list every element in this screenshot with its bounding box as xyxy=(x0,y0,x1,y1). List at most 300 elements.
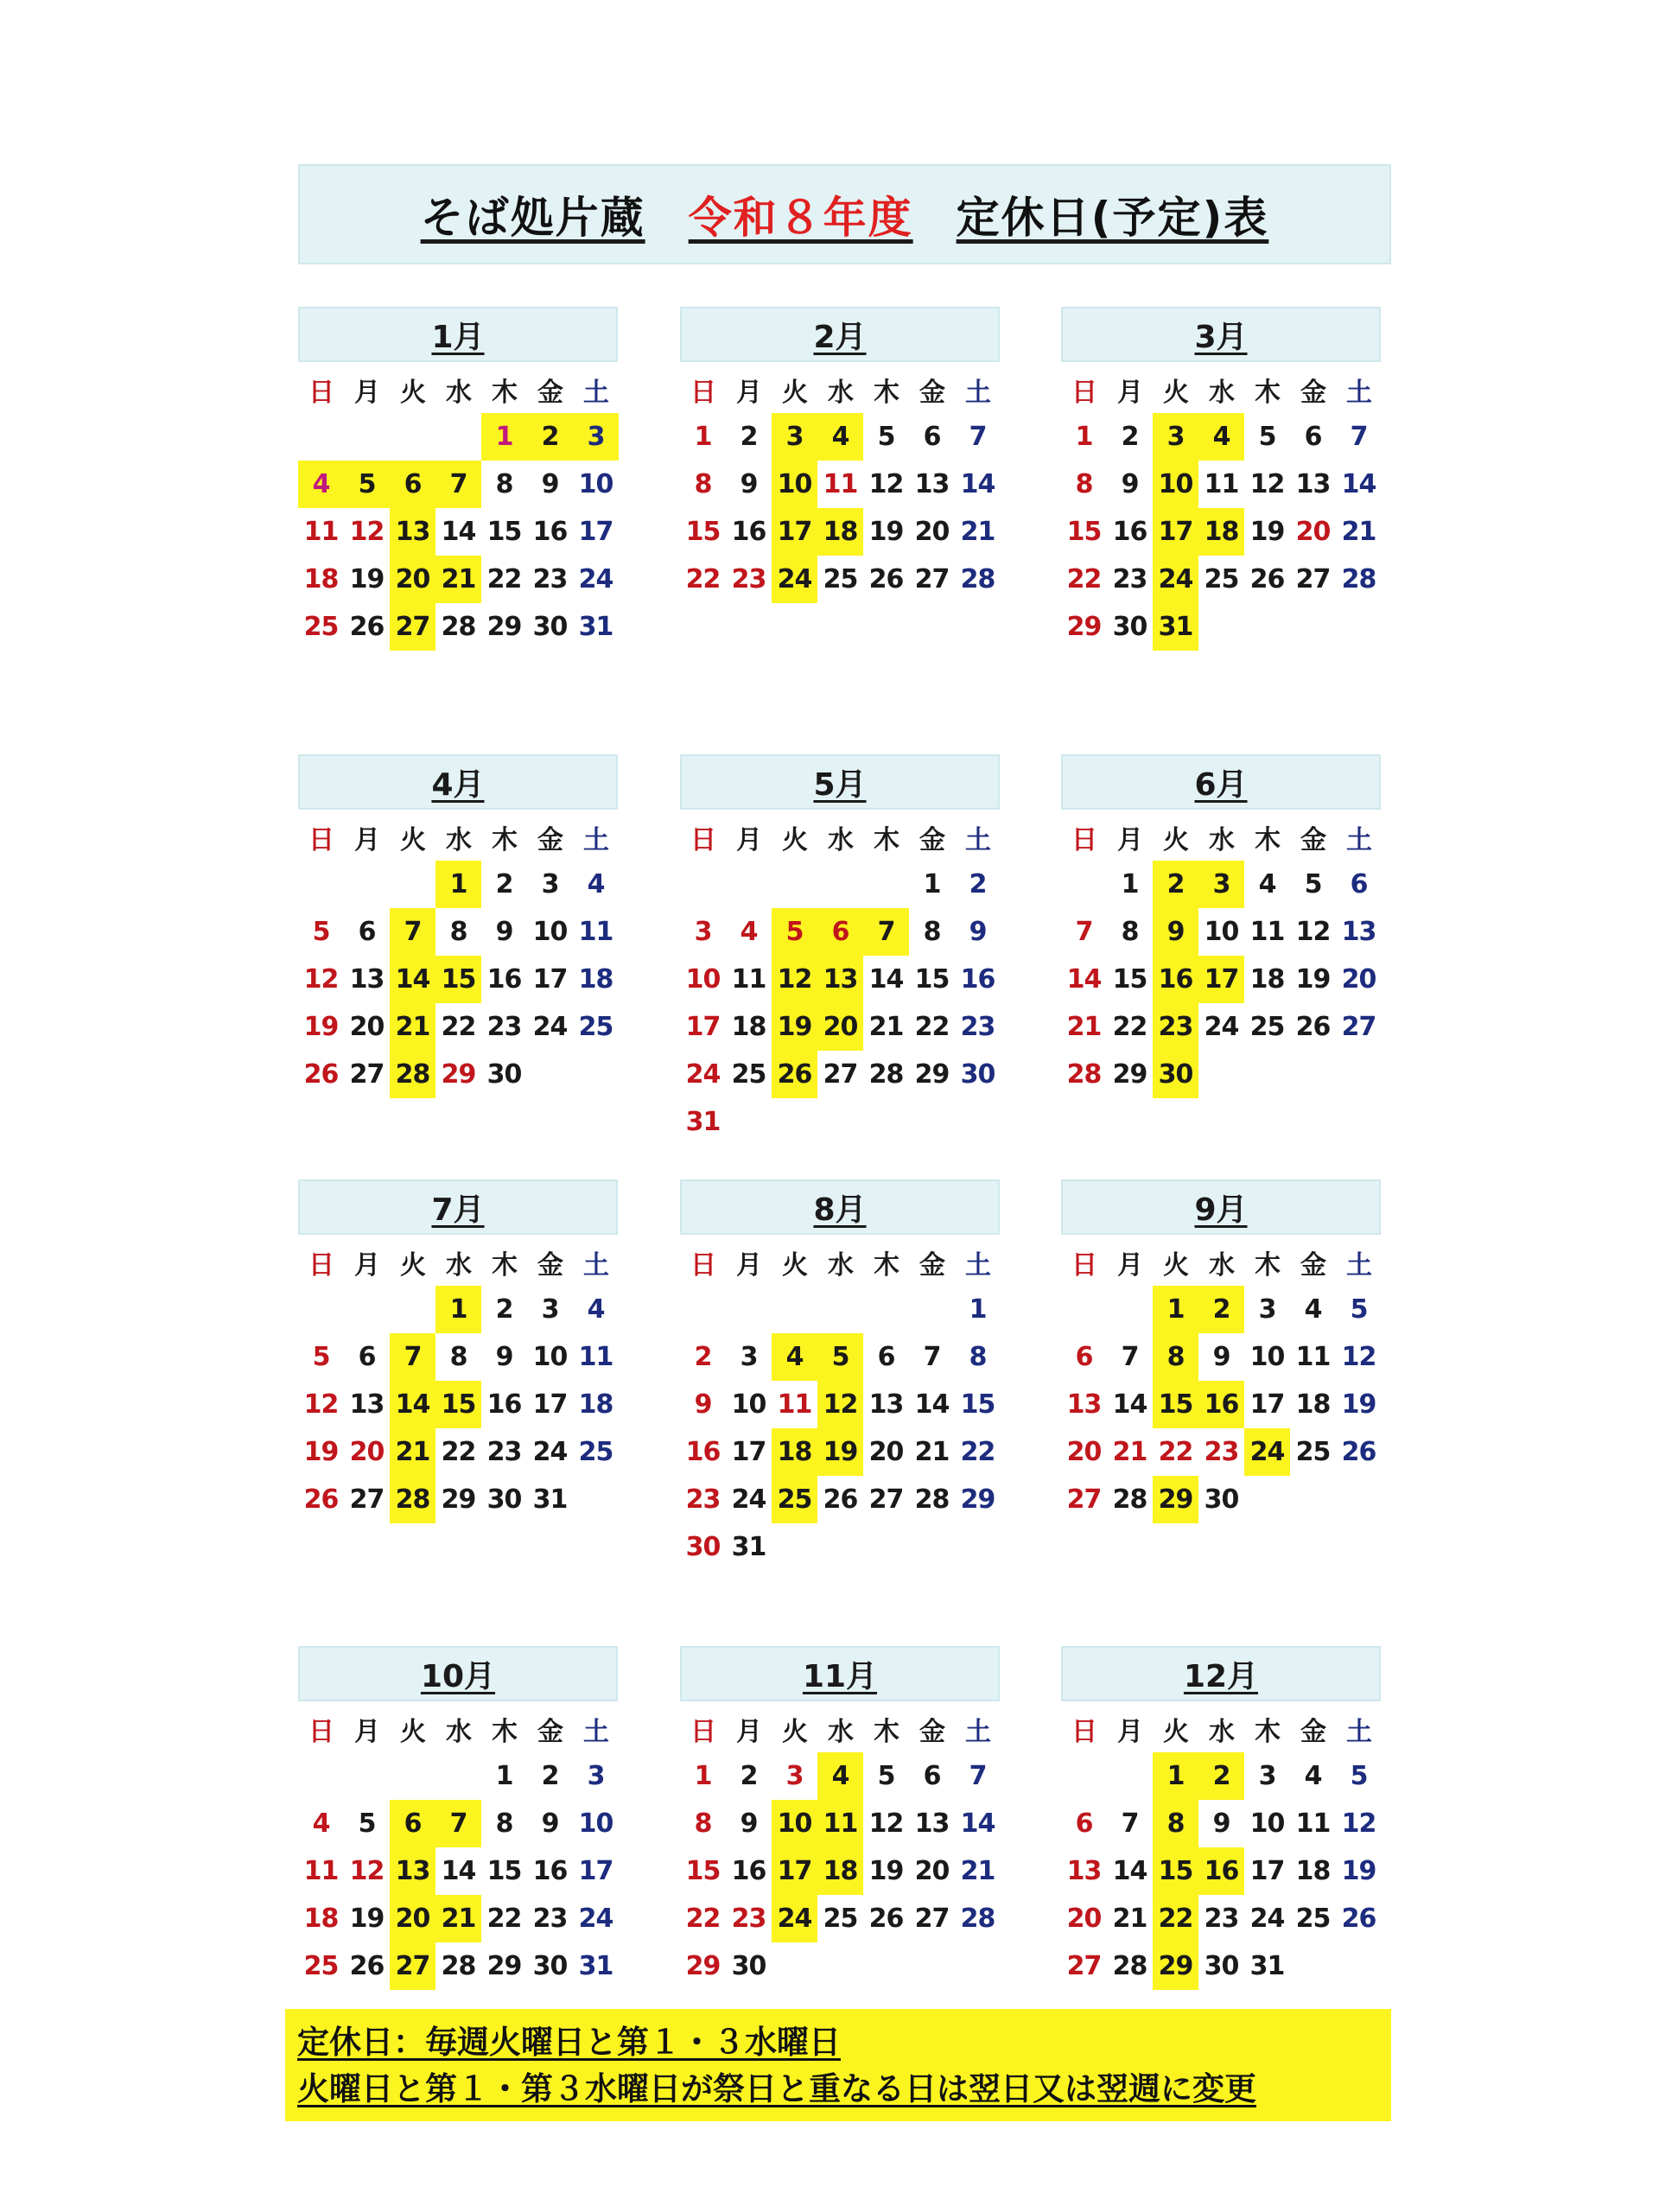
day-cell: 8 xyxy=(449,1342,467,1372)
weekday-header: 火 xyxy=(782,1249,807,1281)
day-cell-closed: 25 xyxy=(772,1476,817,1523)
day-cell: 4 xyxy=(587,1294,605,1325)
day-cell: 25 xyxy=(578,1012,613,1042)
day-cell: 4 xyxy=(740,917,758,947)
day-cell-closed: 2 xyxy=(1153,861,1198,908)
day-cell: 26 xyxy=(303,1484,339,1515)
weekday-header: 月 xyxy=(1117,1716,1142,1747)
day-cell: 24 xyxy=(685,1059,721,1090)
month-calendar xyxy=(1061,754,1381,1098)
weekday-header: 日 xyxy=(690,377,715,408)
day-cell: 9 xyxy=(495,917,513,947)
day-cell: 2 xyxy=(1121,422,1139,452)
day-cell-closed: 13 xyxy=(817,956,863,1003)
day-cell: 4 xyxy=(1258,869,1276,899)
day-cell-closed: 7 xyxy=(435,461,481,508)
day-cell: 15 xyxy=(486,1856,522,1886)
weekday-header: 火 xyxy=(1163,377,1188,408)
day-cell: 25 xyxy=(303,612,339,642)
day-cell: 21 xyxy=(1066,1012,1102,1042)
day-cell: 6 xyxy=(1304,422,1322,452)
day-cell: 31 xyxy=(578,1951,613,1981)
weekday-header: 木 xyxy=(1255,1716,1280,1747)
day-cell-closed: 16 xyxy=(1153,956,1198,1003)
weekday-header: 土 xyxy=(965,1716,990,1747)
day-cell: 10 xyxy=(532,917,568,947)
month-header xyxy=(298,307,618,362)
month-label: 3月 xyxy=(1194,319,1248,355)
day-cell-closed: 30 xyxy=(1153,1051,1198,1098)
day-cell: 12 xyxy=(349,1856,385,1886)
day-cell: 30 xyxy=(532,612,568,642)
weekday-header: 水 xyxy=(446,377,471,408)
day-cell: 5 xyxy=(358,1808,376,1839)
day-cell-closed: 10 xyxy=(1153,461,1198,508)
day-cell: 19 xyxy=(349,1904,385,1934)
weekday-header: 木 xyxy=(874,824,899,855)
day-cell: 28 xyxy=(1341,564,1376,594)
day-cell: 14 xyxy=(914,1389,950,1420)
day-cell: 3 xyxy=(740,1342,758,1372)
month-grid xyxy=(680,365,1000,603)
day-cell: 24 xyxy=(578,1904,613,1934)
month-label: 11月 xyxy=(802,1658,878,1694)
day-cell-closed: 7 xyxy=(390,908,435,956)
weekday-header: 月 xyxy=(736,1716,761,1747)
day-cell: 26 xyxy=(1341,1437,1376,1467)
notice-box xyxy=(285,2009,1391,2121)
day-cell: 11 xyxy=(823,469,858,499)
month-grid xyxy=(1061,813,1381,1098)
day-cell: 4 xyxy=(312,1808,330,1839)
weekday-header: 水 xyxy=(446,1249,471,1281)
day-cell: 11 xyxy=(303,517,339,547)
day-cell-closed: 2 xyxy=(1198,1286,1244,1333)
day-cell: 30 xyxy=(532,1951,568,1981)
day-cell: 13 xyxy=(1295,469,1331,499)
day-cell: 6 xyxy=(358,1342,376,1372)
day-cell: 1 xyxy=(1075,422,1093,452)
day-cell: 14 xyxy=(868,964,904,995)
day-cell: 28 xyxy=(1112,1951,1147,1981)
day-cell-closed: 2 xyxy=(527,413,573,461)
day-cell: 24 xyxy=(532,1012,568,1042)
day-cell: 28 xyxy=(1066,1059,1102,1090)
day-cell: 28 xyxy=(960,1904,995,1934)
empty-cell xyxy=(1061,861,1107,908)
day-cell: 10 xyxy=(1249,1342,1285,1372)
day-cell: 16 xyxy=(731,1856,766,1886)
month-calendar xyxy=(1061,1646,1381,1990)
day-cell: 27 xyxy=(1341,1012,1376,1042)
day-cell: 3 xyxy=(1258,1761,1276,1791)
weekday-header: 月 xyxy=(736,377,761,408)
day-cell: 18 xyxy=(1295,1389,1331,1420)
day-cell: 18 xyxy=(1249,964,1285,995)
weekday-header: 火 xyxy=(1163,1249,1188,1281)
weekday-header: 木 xyxy=(492,824,517,855)
weekday-header: 日 xyxy=(1071,377,1096,408)
weekday-header: 金 xyxy=(537,1716,563,1747)
empty-cell xyxy=(772,1286,817,1333)
day-cell: 10 xyxy=(731,1389,766,1420)
day-cell: 7 xyxy=(1121,1342,1139,1372)
day-cell-closed: 10 xyxy=(772,1800,817,1847)
empty-cell xyxy=(298,413,344,461)
day-cell: 3 xyxy=(694,917,712,947)
weekday-header: 土 xyxy=(583,377,608,408)
day-cell-closed: 7 xyxy=(863,908,909,956)
day-cell: 29 xyxy=(960,1484,995,1515)
month-header xyxy=(298,1179,618,1235)
day-cell: 2 xyxy=(740,422,758,452)
day-cell-closed: 5 xyxy=(772,908,817,956)
notice-line-1: 定休日：毎週火曜日と第１・３水曜日 xyxy=(297,2024,841,2061)
day-cell: 23 xyxy=(486,1437,522,1467)
day-cell-closed: 18 xyxy=(817,1847,863,1895)
day-cell: 2 xyxy=(694,1342,712,1372)
day-cell: 23 xyxy=(532,1904,568,1934)
empty-cell xyxy=(298,1286,344,1333)
day-cell: 28 xyxy=(441,612,476,642)
empty-cell xyxy=(435,1752,481,1800)
empty-cell xyxy=(435,413,481,461)
day-cell: 15 xyxy=(685,1856,721,1886)
day-cell: 22 xyxy=(914,1012,950,1042)
weekday-header: 月 xyxy=(354,824,379,855)
day-cell-closed: 29 xyxy=(1153,1942,1198,1990)
day-cell: 9 xyxy=(740,1808,758,1839)
weekday-header: 火 xyxy=(400,824,425,855)
empty-cell xyxy=(298,861,344,908)
day-cell-closed: 6 xyxy=(817,908,863,956)
day-cell: 3 xyxy=(541,869,559,899)
day-cell: 28 xyxy=(960,564,995,594)
day-cell: 1 xyxy=(1121,869,1139,899)
day-cell: 23 xyxy=(731,1904,766,1934)
weekday-header: 金 xyxy=(919,1249,944,1281)
weekday-header: 土 xyxy=(583,1249,608,1281)
day-cell-closed: 16 xyxy=(1198,1381,1244,1428)
weekday-header: 土 xyxy=(583,1716,608,1747)
day-cell: 29 xyxy=(486,1951,522,1981)
day-cell-closed: 5 xyxy=(817,1333,863,1381)
calendar-title-banner xyxy=(298,164,1391,264)
weekday-header: 水 xyxy=(1209,1249,1234,1281)
weekday-header: 土 xyxy=(965,1249,990,1281)
day-cell-closed: 24 xyxy=(772,1895,817,1942)
day-cell: 10 xyxy=(578,469,613,499)
day-cell: 24 xyxy=(1249,1904,1285,1934)
day-cell: 12 xyxy=(303,1389,339,1420)
day-cell: 12 xyxy=(1249,469,1285,499)
day-cell-closed: 17 xyxy=(772,1847,817,1895)
day-cell: 21 xyxy=(960,517,995,547)
day-cell-closed: 4 xyxy=(1198,413,1244,461)
day-cell: 24 xyxy=(1204,1012,1239,1042)
weekday-header: 日 xyxy=(690,1249,715,1281)
day-cell: 13 xyxy=(914,1808,950,1839)
day-cell: 18 xyxy=(731,1012,766,1042)
day-cell: 25 xyxy=(1249,1012,1285,1042)
day-cell: 7 xyxy=(1075,917,1093,947)
day-cell-closed: 18 xyxy=(772,1428,817,1476)
day-cell: 27 xyxy=(914,1904,950,1934)
day-cell-closed: 21 xyxy=(390,1003,435,1051)
day-cell: 4 xyxy=(587,869,605,899)
day-cell: 19 xyxy=(868,517,904,547)
empty-cell xyxy=(390,1752,435,1800)
day-cell: 8 xyxy=(495,469,513,499)
day-cell: 21 xyxy=(868,1012,904,1042)
day-cell: 24 xyxy=(532,1437,568,1467)
empty-cell xyxy=(772,861,817,908)
day-cell-closed: 6 xyxy=(390,1800,435,1847)
month-grid xyxy=(1061,1238,1381,1523)
day-cell: 18 xyxy=(303,564,339,594)
empty-cell xyxy=(1107,1752,1153,1800)
day-cell-closed: 6 xyxy=(390,461,435,508)
day-cell: 19 xyxy=(1341,1389,1376,1420)
day-cell: 13 xyxy=(1066,1389,1102,1420)
weekday-header: 火 xyxy=(782,377,807,408)
month-grid xyxy=(680,1705,1000,1990)
empty-cell xyxy=(390,1286,435,1333)
day-cell: 20 xyxy=(1066,1904,1102,1934)
day-cell: 22 xyxy=(1158,1437,1193,1467)
day-cell: 20 xyxy=(914,517,950,547)
empty-cell xyxy=(680,861,726,908)
month-calendar xyxy=(1061,1179,1381,1523)
day-cell: 20 xyxy=(349,1437,385,1467)
month-label: 12月 xyxy=(1183,1658,1259,1694)
day-cell-closed: 4 xyxy=(298,461,344,508)
day-cell: 1 xyxy=(923,869,941,899)
day-cell: 2 xyxy=(969,869,987,899)
weekday-header: 日 xyxy=(308,1249,334,1281)
day-cell: 25 xyxy=(823,564,858,594)
empty-cell xyxy=(726,861,772,908)
day-cell: 22 xyxy=(486,1904,522,1934)
day-cell-closed: 17 xyxy=(1198,956,1244,1003)
weekday-header: 木 xyxy=(1255,1249,1280,1281)
day-cell: 5 xyxy=(877,1761,895,1791)
day-cell: 30 xyxy=(486,1484,522,1515)
weekday-header: 月 xyxy=(354,377,379,408)
weekday-header: 日 xyxy=(690,1716,715,1747)
weekday-header: 木 xyxy=(874,377,899,408)
day-cell: 23 xyxy=(731,564,766,594)
day-cell-closed: 22 xyxy=(1153,1895,1198,1942)
day-cell: 22 xyxy=(441,1437,476,1467)
day-cell-closed: 5 xyxy=(344,461,390,508)
month-grid xyxy=(1061,1705,1381,1990)
day-cell: 21 xyxy=(1112,1904,1147,1934)
day-cell: 18 xyxy=(578,1389,613,1420)
day-cell: 11 xyxy=(303,1856,339,1886)
day-cell: 18 xyxy=(303,1904,339,1934)
month-grid xyxy=(298,365,618,651)
empty-cell xyxy=(909,1286,955,1333)
weekday-header: 日 xyxy=(308,1716,334,1747)
day-cell: 6 xyxy=(358,917,376,947)
day-cell-closed: 20 xyxy=(817,1003,863,1051)
month-calendar xyxy=(298,307,618,651)
day-cell: 5 xyxy=(877,422,895,452)
day-cell-closed: 15 xyxy=(435,1381,481,1428)
empty-cell xyxy=(863,1286,909,1333)
day-cell: 11 xyxy=(1295,1808,1331,1839)
day-cell-closed: 28 xyxy=(390,1476,435,1523)
day-cell: 7 xyxy=(1350,422,1368,452)
day-cell: 17 xyxy=(731,1437,766,1467)
empty-cell xyxy=(344,1752,390,1800)
day-cell: 25 xyxy=(1204,564,1239,594)
day-cell: 10 xyxy=(1249,1808,1285,1839)
month-calendar xyxy=(680,1646,1000,1990)
day-cell: 6 xyxy=(1075,1342,1093,1372)
day-cell: 29 xyxy=(914,1059,950,1090)
day-cell-closed: 14 xyxy=(390,1381,435,1428)
day-cell: 2 xyxy=(495,1294,513,1325)
day-cell-closed: 21 xyxy=(390,1428,435,1476)
empty-cell xyxy=(1107,1286,1153,1333)
day-cell: 22 xyxy=(1066,564,1102,594)
day-cell: 19 xyxy=(1249,517,1285,547)
month-calendar xyxy=(298,754,618,1098)
day-cell-closed: 3 xyxy=(772,413,817,461)
day-cell: 28 xyxy=(914,1484,950,1515)
day-cell: 13 xyxy=(1066,1856,1102,1886)
day-cell-closed: 19 xyxy=(772,1003,817,1051)
empty-cell xyxy=(680,1286,726,1333)
day-cell: 1 xyxy=(694,422,712,452)
day-cell: 30 xyxy=(1204,1484,1239,1515)
weekday-header: 土 xyxy=(965,377,990,408)
weekday-header: 水 xyxy=(446,1716,471,1747)
day-cell: 3 xyxy=(1258,1294,1276,1325)
day-cell: 12 xyxy=(868,1808,904,1839)
day-cell-closed: 1 xyxy=(435,861,481,908)
day-cell: 6 xyxy=(923,422,941,452)
day-cell: 10 xyxy=(1204,917,1239,947)
day-cell: 8 xyxy=(694,1808,712,1839)
day-cell-closed: 18 xyxy=(1198,508,1244,556)
day-cell: 18 xyxy=(578,964,613,995)
day-cell: 12 xyxy=(1341,1808,1376,1839)
weekday-header: 金 xyxy=(537,824,563,855)
day-cell: 15 xyxy=(1066,517,1102,547)
day-cell: 21 xyxy=(1112,1437,1147,1467)
day-cell: 14 xyxy=(441,1856,476,1886)
weekday-header: 金 xyxy=(537,1249,563,1281)
day-cell: 2 xyxy=(740,1761,758,1791)
day-cell: 31 xyxy=(1249,1951,1285,1981)
day-cell: 6 xyxy=(923,1761,941,1791)
day-cell: 9 xyxy=(969,917,987,947)
day-cell: 2 xyxy=(495,869,513,899)
day-cell: 27 xyxy=(1295,564,1331,594)
weekday-header: 金 xyxy=(1300,377,1325,408)
day-cell: 15 xyxy=(486,517,522,547)
day-cell: 4 xyxy=(1304,1294,1322,1325)
day-cell: 14 xyxy=(960,1808,995,1839)
day-cell: 25 xyxy=(1295,1904,1331,1934)
month-label: 8月 xyxy=(813,1192,867,1228)
weekday-header: 金 xyxy=(1300,1716,1325,1747)
day-cell: 21 xyxy=(914,1437,950,1467)
day-cell: 16 xyxy=(685,1437,721,1467)
day-cell-closed: 21 xyxy=(435,556,481,603)
day-cell-closed: 3 xyxy=(1198,861,1244,908)
day-cell: 26 xyxy=(1341,1904,1376,1934)
day-cell: 9 xyxy=(1212,1342,1230,1372)
day-cell: 26 xyxy=(868,1904,904,1934)
day-cell: 25 xyxy=(731,1059,766,1090)
weekday-header: 月 xyxy=(1117,1249,1142,1281)
empty-cell xyxy=(298,1752,344,1800)
day-cell: 7 xyxy=(969,422,987,452)
day-cell: 5 xyxy=(1304,869,1322,899)
day-cell-closed: 26 xyxy=(772,1051,817,1098)
day-cell: 7 xyxy=(969,1761,987,1791)
day-cell: 5 xyxy=(312,1342,330,1372)
day-cell-closed: 18 xyxy=(817,508,863,556)
day-cell-closed: 20 xyxy=(390,556,435,603)
day-cell: 25 xyxy=(1295,1437,1331,1467)
day-cell: 12 xyxy=(1341,1342,1376,1372)
day-cell: 30 xyxy=(685,1532,721,1562)
day-cell: 26 xyxy=(1295,1012,1331,1042)
day-cell-closed: 12 xyxy=(772,956,817,1003)
weekday-header: 木 xyxy=(874,1716,899,1747)
weekday-header: 土 xyxy=(1346,824,1371,855)
day-cell: 11 xyxy=(1249,917,1285,947)
day-cell: 23 xyxy=(685,1484,721,1515)
empty-cell xyxy=(390,413,435,461)
day-cell-closed: 7 xyxy=(435,1800,481,1847)
weekday-header: 金 xyxy=(919,1716,944,1747)
month-grid xyxy=(298,813,618,1098)
day-cell: 16 xyxy=(731,517,766,547)
month-header xyxy=(680,754,1000,810)
month-header xyxy=(298,754,618,810)
month-header xyxy=(1061,1179,1381,1235)
day-cell-closed: 14 xyxy=(390,956,435,1003)
month-grid xyxy=(298,1705,618,1990)
weekday-header: 木 xyxy=(492,1716,517,1747)
day-cell: 20 xyxy=(1066,1437,1102,1467)
day-cell: 25 xyxy=(303,1951,339,1981)
day-cell: 30 xyxy=(731,1951,766,1981)
weekday-header: 月 xyxy=(736,824,761,855)
day-cell: 8 xyxy=(1075,469,1093,499)
day-cell: 12 xyxy=(868,469,904,499)
day-cell: 13 xyxy=(868,1389,904,1420)
day-cell: 17 xyxy=(578,1856,613,1886)
day-cell: 27 xyxy=(1066,1951,1102,1981)
day-cell: 24 xyxy=(731,1484,766,1515)
day-cell: 22 xyxy=(960,1437,995,1467)
month-label: 2月 xyxy=(813,319,867,355)
day-cell: 16 xyxy=(486,964,522,995)
day-cell: 8 xyxy=(969,1342,987,1372)
weekday-header: 金 xyxy=(919,824,944,855)
day-cell: 13 xyxy=(1341,917,1376,947)
weekday-header: 木 xyxy=(1255,824,1280,855)
weekday-header: 水 xyxy=(1209,377,1234,408)
day-cell: 29 xyxy=(1066,612,1102,642)
